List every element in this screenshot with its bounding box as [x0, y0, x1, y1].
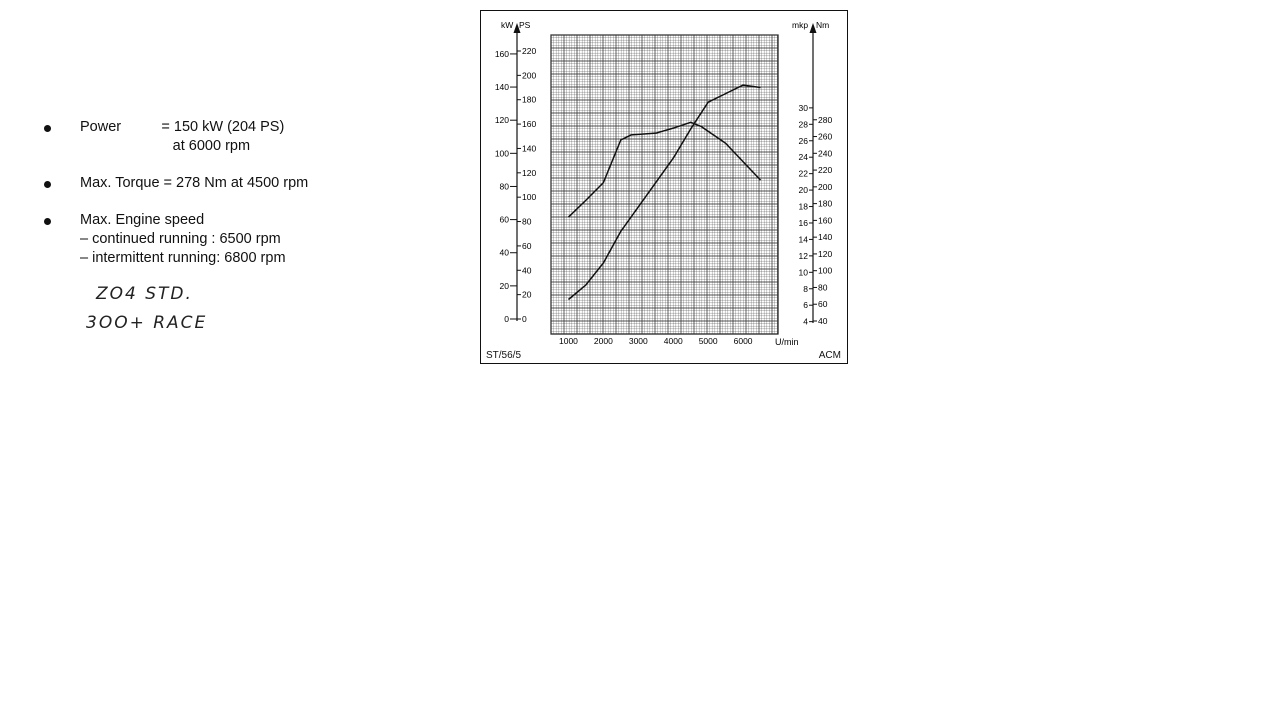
mkp-tick-label: 16 — [798, 217, 808, 228]
spec-list — [40, 118, 400, 286]
mkp-tick-label: 20 — [798, 185, 808, 196]
ps-tick-label: 120 — [522, 167, 537, 178]
mkp-tick-label: 18 — [798, 201, 808, 212]
ps-tick-label: 80 — [522, 216, 532, 227]
kw-tick-label: 140 — [494, 82, 509, 93]
ps-tick-label: 160 — [522, 119, 537, 130]
ps-tick-label: 140 — [522, 143, 537, 154]
right-axis-mkp-label: mkp — [792, 20, 809, 30]
mkp-tick-label: 26 — [798, 135, 808, 146]
bullet-icon — [44, 125, 51, 132]
kw-tick-label: 0 — [504, 314, 509, 324]
x-tick-label: 1000 — [559, 336, 578, 346]
handwritten-note-race: 3OO+ RACE — [86, 313, 208, 333]
nm-tick-label: 180 — [818, 198, 833, 209]
ps-tick-label: 20 — [522, 289, 532, 300]
ps-tick-label: 0 — [522, 314, 527, 324]
nm-tick-label: 140 — [818, 232, 833, 243]
kw-tick-label: 40 — [499, 247, 509, 258]
mkp-tick-label: 28 — [798, 119, 808, 130]
nm-tick-label: 260 — [818, 131, 833, 142]
chart-reference-code: ST/56/5 — [486, 350, 522, 361]
bullet-icon — [44, 181, 51, 188]
mkp-tick-label: 22 — [798, 168, 808, 179]
mkp-tick-label: 10 — [798, 267, 808, 278]
nm-tick-label: 40 — [818, 316, 828, 326]
spec-torque — [40, 174, 400, 193]
left-axis-kw-label: kW — [501, 20, 514, 30]
ps-tick-label: 60 — [522, 240, 532, 251]
nm-tick-label: 240 — [818, 148, 833, 159]
spec-line: – continued running : 6500 rpm — [80, 231, 281, 247]
ps-tick-label: 100 — [522, 192, 537, 203]
nm-tick-label: 100 — [818, 265, 833, 276]
ps-tick-label: 200 — [522, 70, 537, 81]
spec-line: at 6000 rpm — [80, 138, 251, 154]
handwritten-note-std: ZO4 STD. — [96, 284, 193, 304]
spec-engine-speed — [40, 211, 400, 268]
kw-tick-label: 80 — [499, 181, 509, 192]
spec-line: – intermittent running: 6800 rpm — [80, 250, 286, 266]
x-tick-label: 5000 — [698, 336, 718, 346]
nm-tick-label: 200 — [818, 181, 833, 192]
nm-tick-label: 280 — [818, 114, 833, 125]
ps-tick-label: 220 — [522, 46, 537, 56]
mkp-tick-label: 14 — [798, 234, 808, 245]
x-tick-label: 6000 — [733, 336, 753, 346]
mkp-tick-label: 6 — [803, 300, 808, 311]
x-axis-unit-label: U/min — [775, 337, 799, 347]
ps-tick-label: 40 — [522, 265, 532, 276]
chart-frame — [480, 10, 848, 364]
kw-tick-label: 100 — [494, 148, 509, 159]
kw-tick-label: 160 — [494, 48, 509, 59]
spec-power — [40, 118, 400, 156]
left-axis-ps-label: PS — [519, 20, 531, 30]
kw-tick-label: 20 — [499, 280, 509, 291]
nm-tick-label: 60 — [818, 299, 828, 310]
spec-line: Max. Engine speed — [80, 212, 205, 228]
bullet-icon — [44, 218, 51, 225]
kw-tick-label: 60 — [499, 214, 509, 225]
mkp-tick-label: 12 — [798, 250, 808, 261]
grid-frame — [551, 35, 778, 334]
x-tick-label: 4000 — [663, 336, 683, 346]
ps-tick-label: 180 — [522, 94, 537, 105]
nm-tick-label: 220 — [818, 165, 833, 176]
spec-line: Power = 150 kW (204 PS) — [80, 119, 285, 135]
mkp-tick-label: 8 — [803, 283, 808, 294]
mkp-tick-label: 30 — [798, 102, 808, 113]
nm-tick-label: 120 — [818, 248, 833, 259]
chart-source-label: ACM — [818, 350, 841, 361]
performance-chart — [481, 11, 849, 365]
kw-tick-label: 120 — [494, 115, 509, 126]
x-tick-label: 2000 — [593, 336, 613, 346]
nm-tick-label: 160 — [818, 215, 833, 226]
right-axis-nm-label: Nm — [816, 20, 830, 30]
mkp-tick-label: 4 — [803, 316, 808, 327]
x-tick-label: 3000 — [628, 336, 648, 346]
nm-tick-label: 80 — [818, 282, 828, 293]
spec-line: Max. Torque = 278 Nm at 4500 rpm — [80, 175, 309, 191]
mkp-tick-label: 24 — [798, 152, 808, 163]
